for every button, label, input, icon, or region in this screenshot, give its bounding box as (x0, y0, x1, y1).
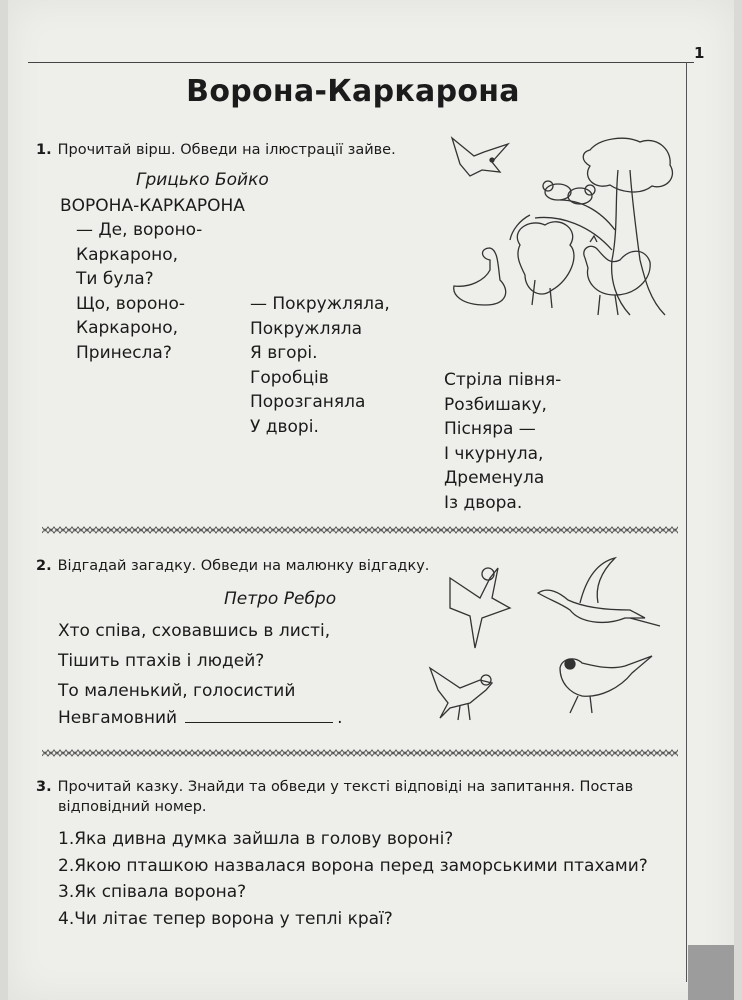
poem-line: Із двора. (444, 492, 523, 513)
poem-line: Розбишаку, (444, 394, 547, 415)
poem-line: Каркароно, (76, 318, 179, 339)
task-3-text-line-1: Прочитай казку. Знайди та обведи у тексті відповіді на запитання. Постав (57, 779, 634, 795)
poem-author: Грицько Бойко (136, 170, 269, 190)
poem-line: І чкурнула, (444, 443, 544, 464)
four-birds-illustration[interactable] (420, 548, 670, 728)
poem-column-3 (444, 368, 561, 516)
poem-line: Покружляла (250, 318, 362, 339)
poem-line: — Покружляла, (250, 294, 390, 314)
riddle-line: Хто співа, сховавшись в листі, (58, 621, 331, 641)
task-3-number: 3. (36, 779, 52, 795)
section-divider-2 (42, 748, 678, 758)
riddle-line: То маленький, голосистий (58, 681, 296, 701)
question-item: 1.Яка дивна думка зайшла в голову вороні? (58, 829, 454, 849)
poem-title: ВОРОНА-КАРКАРОНА (60, 196, 245, 216)
margin-rule (686, 62, 687, 982)
poem-line: Принесла? (76, 342, 172, 363)
poem-line: Я вгорі. (250, 343, 318, 364)
riddle-last-word: Невгамовний (58, 708, 178, 728)
page-edge-tab (688, 945, 734, 1000)
poem-line: Каркароно, (76, 244, 179, 265)
question-item: 2.Якою пташкою назвалася ворона перед заморськими птахами? (58, 855, 648, 876)
top-rule (28, 62, 694, 63)
task-3-instruction (36, 777, 633, 817)
poem-line: — Де, вороно- (76, 220, 203, 240)
section-divider-1 (42, 525, 678, 535)
workbook-page (8, 0, 734, 1000)
riddle-last-line (58, 706, 342, 730)
poem-line: Порозганяла (250, 392, 366, 413)
poem-column-1 (76, 218, 202, 366)
task-1-number: 1. (36, 142, 52, 158)
poem-column-2 (250, 292, 390, 440)
poem-line: Пісняра — (444, 419, 536, 440)
riddle-author: Петро Ребро (224, 589, 337, 609)
riddle-text (58, 616, 330, 706)
task-1-instruction (36, 142, 396, 158)
poem-line: Горобців (250, 367, 329, 388)
poem-line: Ти була? (76, 269, 154, 290)
page-number: 1 (694, 44, 705, 62)
task-2-text: Відгадай загадку. Обведи на малюнку відгадку. (57, 558, 430, 574)
question-list (58, 826, 648, 932)
task-2-number: 2. (36, 558, 52, 574)
answer-blank[interactable] (185, 708, 333, 723)
poem-line: Стріла півня- (444, 370, 562, 390)
task-2-instruction (36, 558, 429, 574)
riddle-end-punct: . (337, 708, 343, 728)
riddle-line: Тішить птахів і людей? (58, 651, 265, 671)
task-1-text: Прочитай вірш. Обведи на ілюстрації зайве. (57, 142, 396, 158)
question-item: 4.Чи літає тепер ворона у теплі краї? (58, 908, 393, 929)
poem-line: У дворі. (250, 416, 319, 437)
task-3-text-line-2: відповідний номер. (58, 799, 207, 815)
question-item: 3.Як співала ворона? (58, 882, 247, 902)
birds-tree-illustration[interactable] (440, 130, 680, 325)
poem-line: Дременула (444, 468, 545, 489)
poem-line: Що, вороно- (76, 293, 186, 314)
page-title: Ворона-Каркарона (186, 74, 520, 109)
